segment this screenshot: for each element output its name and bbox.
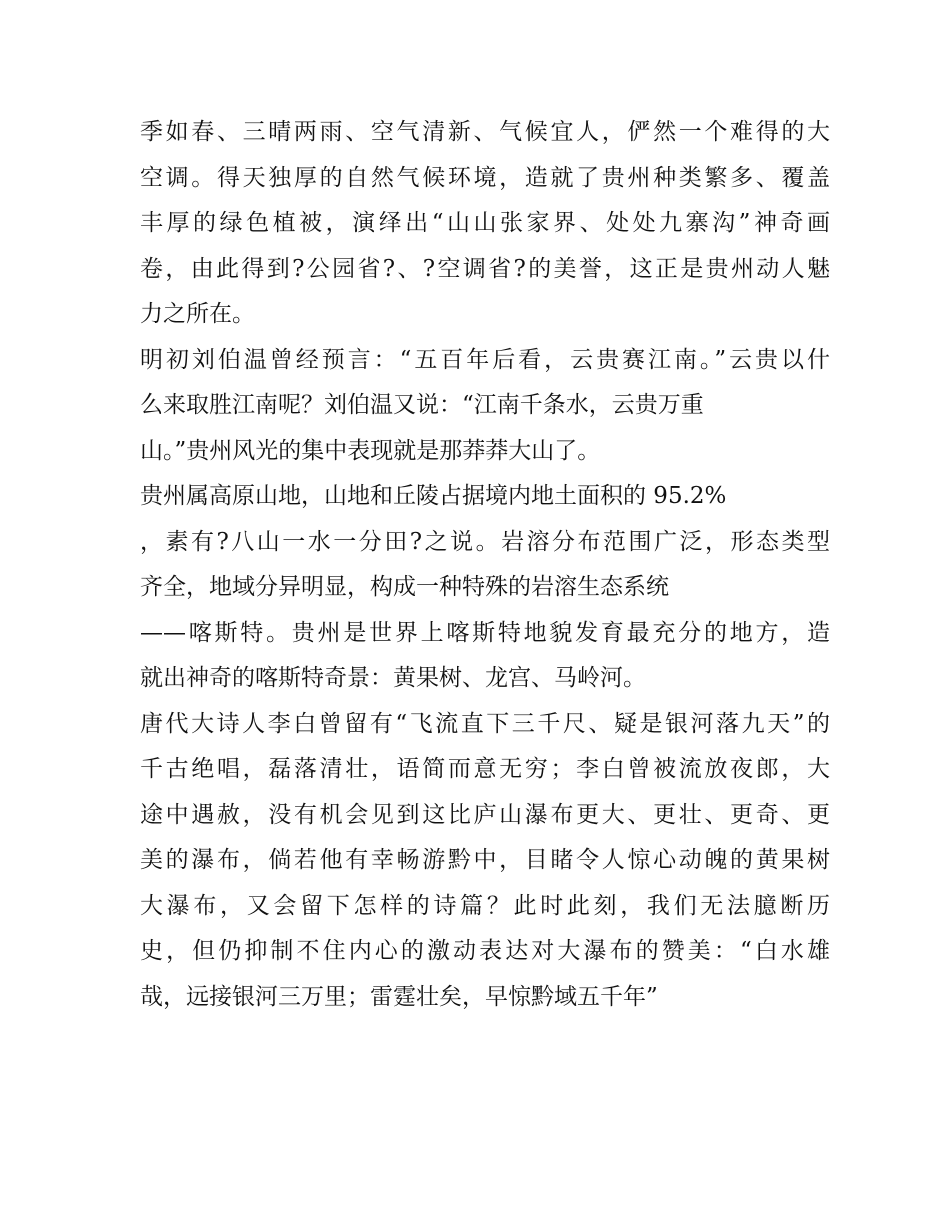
text-line: ，素有?八山一水一分田?之说。岩溶分布范围广泛，形态类型 <box>140 528 830 555</box>
text-line: 明初刘伯温曾经预言：“五百年后看，云贵赛江南。”云贵以什 <box>140 346 830 373</box>
text-line: 途中遇赦，没有机会见到这比庐山瀑布更大、更壮、更奇、更 <box>140 801 830 828</box>
text-line: 哉，远接银河三万里；雷霆壮矣，早惊黔域五千年” <box>140 983 658 1010</box>
text-line: 丰厚的绿色植被，演绎出“山山张家界、处处九寨沟”神奇画 <box>140 210 830 236</box>
text-line: 山。”贵州风光的集中表现就是那莽莽大山了。 <box>140 437 601 464</box>
text-line: 美的瀑布，倘若他有幸畅游黔中，目睹令人惊心动魄的黄果树 <box>140 847 830 873</box>
text-line: 唐代大诗人李白曾留有“飞流直下三千尺、疑是银河落九天”的 <box>140 710 830 737</box>
text-line: 大瀑布，又会留下怎样的诗篇？此时此刻，我们无法臆断历 <box>140 892 830 919</box>
text-line: 史，但仍抑制不住内心的激动表达对大瀑布的赞美：“白水雄 <box>140 938 830 964</box>
text-line: 么来取胜江南呢？刘伯温又说：“江南千条水，云贵万重 <box>140 392 704 418</box>
text-line: 空调。得天独厚的自然气候环境，造就了贵州种类繁多、覆盖 <box>140 164 830 191</box>
text-line: ——喀斯特。贵州是世界上喀斯特地貌发育最充分的地方，造 <box>140 619 830 646</box>
text-line: 齐全，地域分异明显，构成一种特殊的岩溶生态系统 <box>140 574 669 600</box>
text-line: 季如春、三晴两雨、空气清新、气候宜人，俨然一个难得的大 <box>140 119 830 145</box>
text-line: 就出神奇的喀斯特奇景：黄果树、龙宫、马岭河。 <box>140 665 646 691</box>
body-text <box>140 110 830 1020</box>
text-line: 千古绝唱，磊落清壮，语简而意无穷；李白曾被流放夜郎，大 <box>140 756 830 782</box>
text-line: 卷，由此得到?公园省?、?空调省?的美誉，这正是贵州动人魅 <box>140 255 830 282</box>
text-line: 贵州属高原山地，山地和丘陵占据境内地土面积的 95.2% <box>140 483 727 509</box>
text-line: 力之所在。 <box>140 301 255 327</box>
